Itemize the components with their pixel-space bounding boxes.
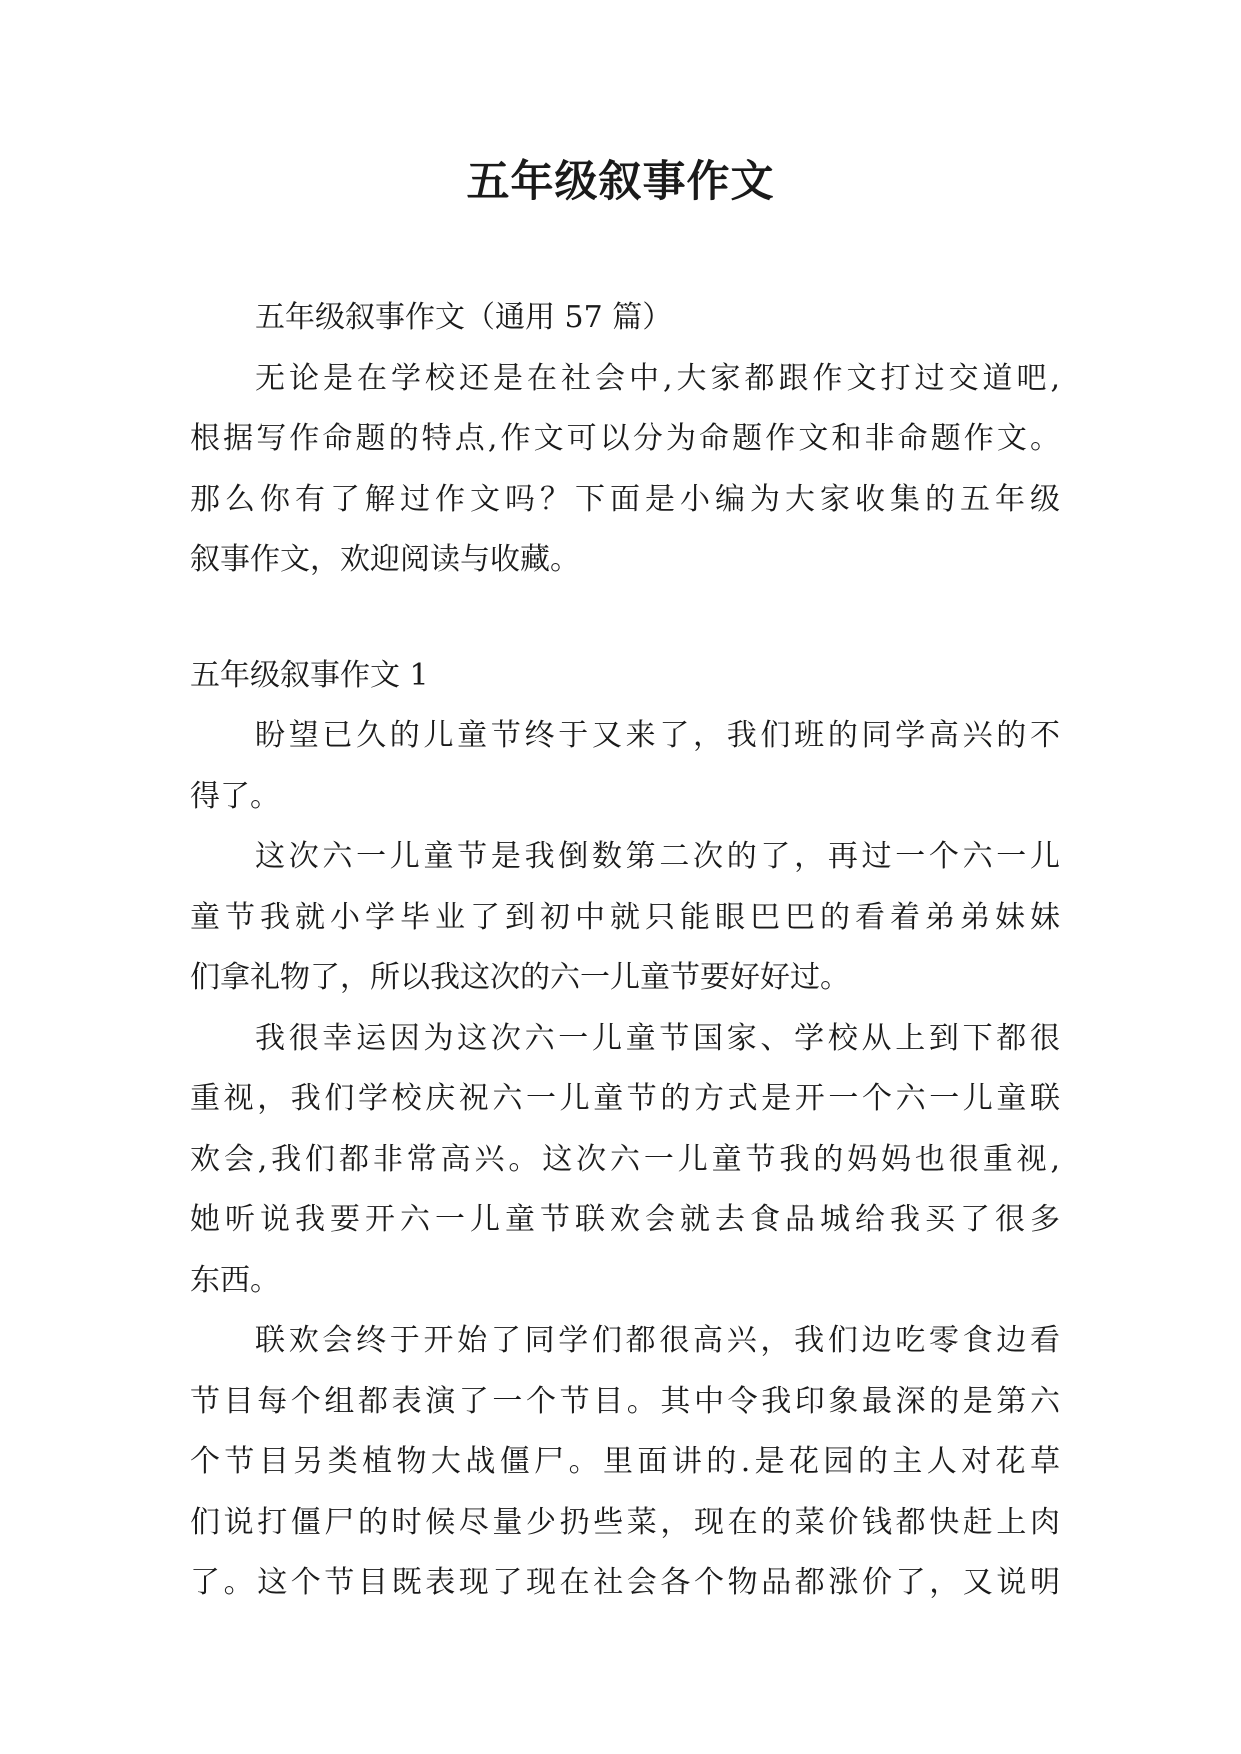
document-subtitle: 五年级叙事作文（通用 57 篇）: [255, 300, 673, 335]
paragraph-line: 节目每个组都表演了一个节目。其中令我印象最深的是第六: [190, 1383, 1060, 1419]
paragraph-line: 联欢会终于开始了同学们都很高兴，我们边吃零食边看: [255, 1323, 1060, 1358]
paragraph-line: 们说打僵尸的时候尽量少扔些菜，现在的菜价钱都快赶上肉: [190, 1504, 1060, 1540]
paragraph-line: 了。这个节目既表现了现在社会各个物品都涨价了，又说明: [190, 1565, 1060, 1600]
section-spacer: [190, 591, 1060, 646]
intro-line: 无论是在学校还是在社会中,大家都跟作文打过交道吧,: [255, 360, 1060, 396]
paragraph-line: 们拿礼物了，所以我这次的六一儿童节要好好过。: [190, 960, 850, 995]
intro-line: 那么你有了解过作文吗？下面是小编为大家收集的五年级: [190, 481, 1060, 517]
paragraph-line: 这次六一儿童节是我倒数第二次的了，再过一个六一儿: [255, 839, 1060, 874]
paragraph-line: 童节我就小学毕业了到初中就只能眼巴巴的看着弟弟妹妹: [190, 899, 1060, 935]
intro-line: 叙事作文，欢迎阅读与收藏。: [190, 542, 580, 577]
paragraph-line: 东西。: [190, 1262, 280, 1298]
document-title: 五年级叙事作文: [466, 157, 775, 207]
paragraph-line: 得了。: [190, 778, 280, 814]
paragraph-line: 欢会,我们都非常高兴。这次六一儿童节我的妈妈也很重视,: [190, 1141, 1060, 1177]
section-heading: 五年级叙事作文 1: [190, 657, 429, 693]
document-body: [190, 288, 1060, 1614]
paragraph-line: 盼望已久的儿童节终于又来了，我们班的同学高兴的不: [255, 718, 1060, 753]
paragraph-line: 我很幸运因为这次六一儿童节国家、学校从上到下都很: [255, 1020, 1060, 1056]
paragraph-line: 她听说我要开六一儿童节联欢会就去食品城给我买了很多: [190, 1202, 1060, 1237]
paragraph-line: 重视，我们学校庆祝六一儿童节的方式是开一个六一儿童联: [190, 1081, 1060, 1116]
intro-line: 根据写作命题的特点,作文可以分为命题作文和非命题作文。: [190, 421, 1060, 456]
paragraph-line: 个节目另类植物大战僵尸。里面讲的.是花园的主人对花草: [190, 1444, 1060, 1479]
